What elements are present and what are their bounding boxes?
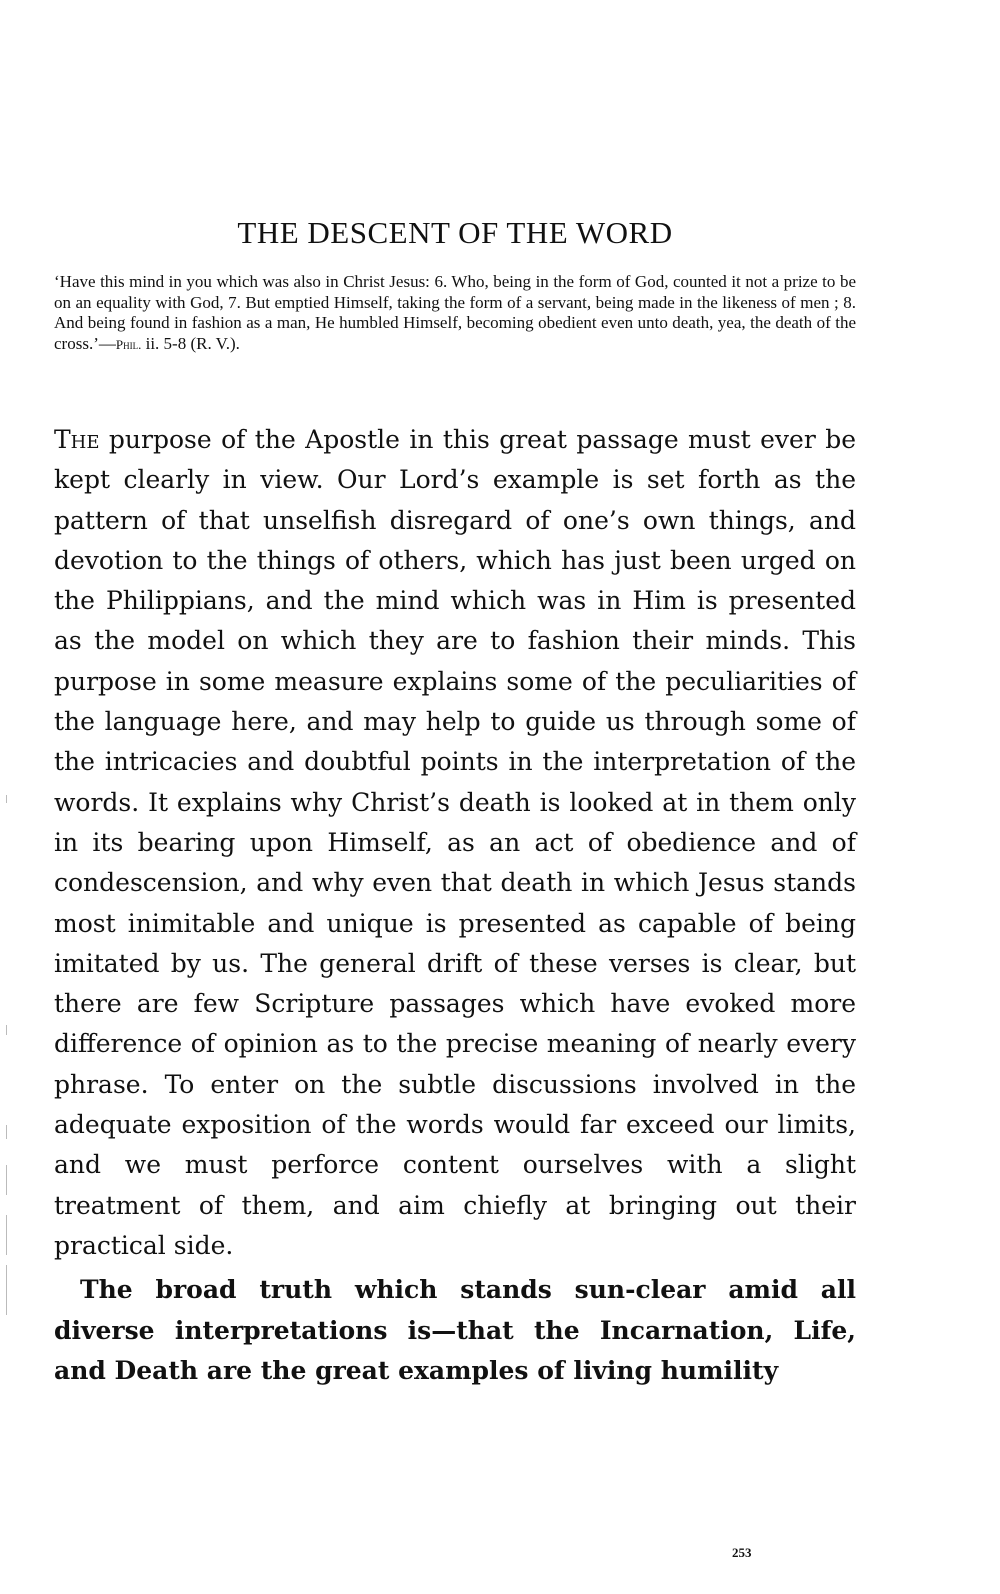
epigraph-reference-book: Phil. (115, 336, 142, 352)
scan-mark (6, 1125, 7, 1139)
scan-mark (6, 1265, 7, 1315)
epigraph (54, 272, 856, 355)
scan-mark (6, 1025, 7, 1035)
scan-mark (6, 1215, 7, 1255)
scan-mark (6, 795, 7, 803)
chapter-title: THE DESCENT OF THE WORD (237, 215, 673, 250)
paragraph-1 (54, 420, 856, 1266)
paragraph-1-lead-word: The (54, 425, 100, 454)
paragraph-1-text: purpose of the Apostle in this great passage must ever be kept clearly in view. Our Lord’s example is set forth as the pattern of that unselfish disregard of one’s own things, and devotion to the things of others, which has just been urged on the Philippians, and the mind which was in Him is presented as the model on which they are to fashion their minds. This purpose in some measure explains some of the peculiarities of the language here, and may help to guide us through some of the intricacies and doubtful points in the interpretation of the words. It explains why Christ’s death is looked at in them only in its bearing upon Himself, as an act of obedience and of condescension, and why even that death in which Jesus stands most inimitable and unique is presented as capable of being imitated by us. The general drift of these verses is clear, but there are few Scripture passages which have evoked more difference of opinion as to the precise meaning of nearly every phrase. To enter on the subtle discussions involved in the adequate exposition of the words would far exceed our limits, and we must perforce content ourselves with a slight treatment of them, and aim chiefly at bringing out their practical side. (54, 425, 856, 1260)
margin-scan-marks (6, 795, 10, 1315)
body-text (54, 420, 856, 1391)
scan-mark (6, 1165, 7, 1195)
paragraph-2: The broad truth which stands sun-clear amid all diverse interpretations is—that the Incarnation, Life, and Death are the great examples of living humility (54, 1275, 856, 1385)
epigraph-reference-verses: ii. 5-8 (R. V.). (141, 333, 240, 353)
epigraph-text: ‘Have this mind in you which was also in Christ Jesus: 6. Who, being in the form of God, counted it not a prize to be on an equality with God, 7. But emptied Himself, taking the form of a servant, being made in the likeness of men ; 8. And being found in fashion as a man, He humbled Himself, becoming obedient even unto death, yea, the death of the cross.’— (54, 272, 856, 353)
book-page (54, 0, 856, 1594)
page-number: 253 (732, 1545, 752, 1560)
